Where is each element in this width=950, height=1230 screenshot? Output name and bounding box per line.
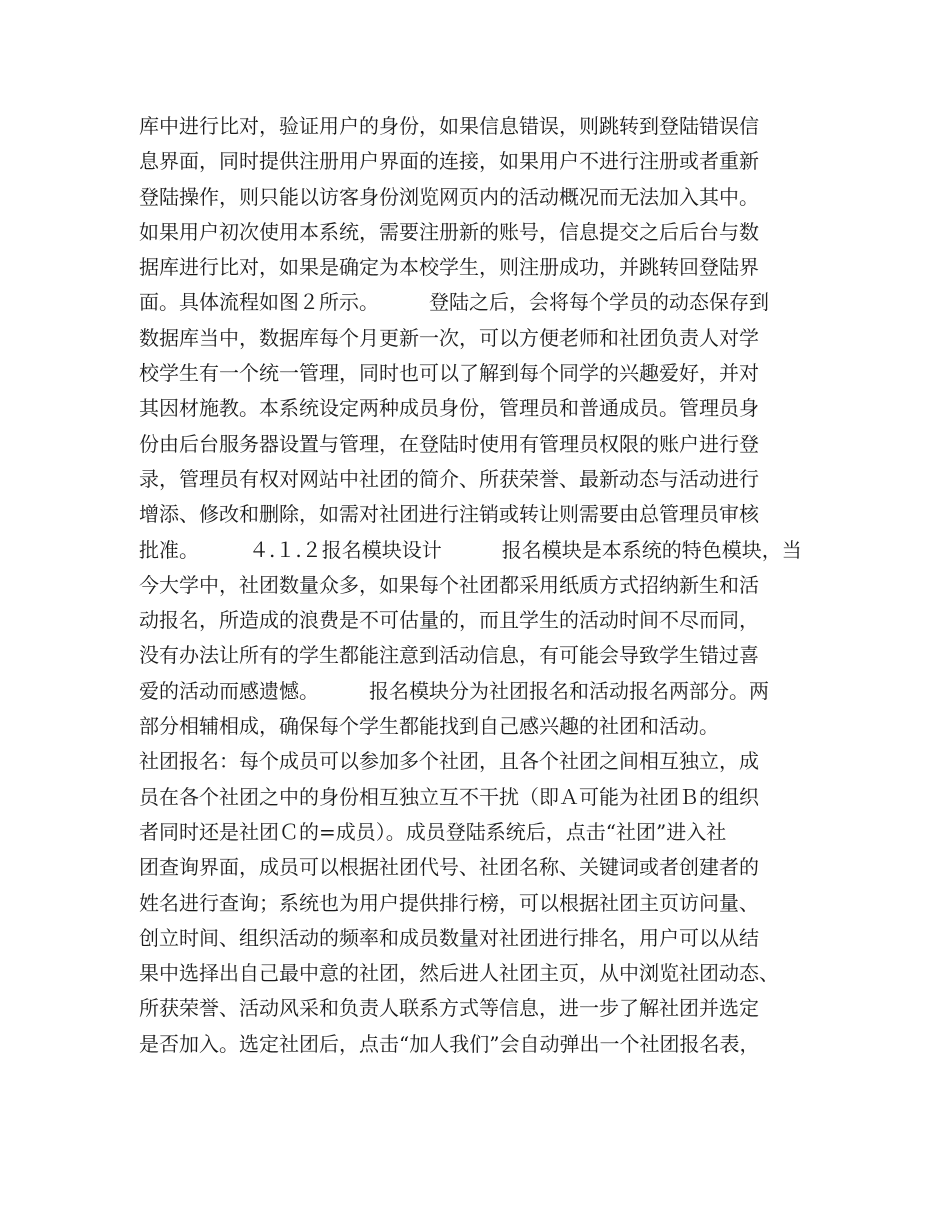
text-line: 库中进行比对，验证用户的身份，如果信息错误，则跳转到登陆错误信	[139, 114, 759, 138]
text-line: 如果用户初次使用本系统，需要注册新的账号，信息提交之后后台与数	[139, 219, 759, 244]
text-line: 息界面，同时提供注册用户界面的连接，如果用户不进行注册或者重新	[139, 149, 759, 174]
text-line: 其因材施教。本系统设定两种成员身份，管理员和普通成员。管理员身	[139, 396, 759, 421]
text-line: 爱的活动而感遗憾。 报名模块分为社团报名和活动报名两部分。两	[139, 678, 769, 703]
text-line: 面。具体流程如图２所示。 登陆之后，会将每个学员的动态保存到	[139, 290, 769, 315]
text-line: 录，管理员有权对网站中社团的简介、所获荣誉、最新动态与活动进行	[139, 466, 759, 491]
text-line: 数据库当中，数据库每个月更新一次，可以方便老师和社团负责人对学	[139, 325, 759, 350]
text-line: 动报名，所造成的浪费是不可估量的，而且学生的活动时间不尽而同，	[139, 608, 759, 633]
text-line: 部分相辅相成，确保每个学生都能找到自己感兴趣的社团和活动。	[139, 714, 719, 739]
text-line: 份由后台服务器设置与管理，在登陆时使用有管理员权限的账户进行登	[139, 431, 759, 456]
text-line: 今大学中，社团数量众多，如果每个社团都采用纸质方式招纳新生和活	[139, 572, 759, 597]
text-line: 创立时间、组织活动的频率和成员数量对社团进行排名，用户可以从结	[139, 925, 759, 950]
text-line: 所获荣誉、活动风采和负责人联系方式等信息，进一步了解社团并选定	[139, 996, 759, 1021]
text-line: 批准。 ４.１.２报名模块设计 报名模块是本系统的特色模块，当	[139, 537, 802, 562]
text-line: 社团报名：每个成员可以参加多个社团，且各个社团之间相互独立，成	[139, 749, 759, 774]
text-line: 团查询界面，成员可以根据社团代号、社团名称、关键词或者创建者的	[139, 855, 759, 880]
text-line: 姓名进行查询；系统也为用户提供排行榜，可以根据社团主页访问量、	[139, 890, 759, 915]
text-line: 登陆操作，则只能以访客身份浏览网页内的活动概况而无法加入其中。	[139, 184, 759, 209]
text-line: 果中选择出自己最中意的社团，然后进人社团主页，从中浏览社团动态、	[139, 961, 779, 986]
text-line: 没有办法让所有的学生都能注意到活动信息，有可能会导致学生错过喜	[139, 643, 759, 668]
text-line: 是否加入。选定社团后，点击“加人我们”会自动弹出一个社团报名表，	[139, 1031, 760, 1056]
body-text	[139, 109, 819, 1062]
text-line: 校学生有一个统一管理，同时也可以了解到每个同学的兴趣爱好，并对	[139, 361, 759, 386]
text-line: 者同时还是社团Ｃ的=成员）。成员登陆系统后，点击“社团”进入社	[139, 819, 727, 844]
text-line: 员在各个社团之中的身份相互独立互不干扰（即Ａ可能为社团Ｂ的组织	[139, 784, 759, 809]
text-line: 据库进行比对，如果是确定为本校学生，则注册成功，并跳转回登陆界	[139, 255, 759, 280]
text-line: 增添、修改和删除，如需对社团进行注销或转让则需要由总管理员审核	[139, 502, 759, 527]
